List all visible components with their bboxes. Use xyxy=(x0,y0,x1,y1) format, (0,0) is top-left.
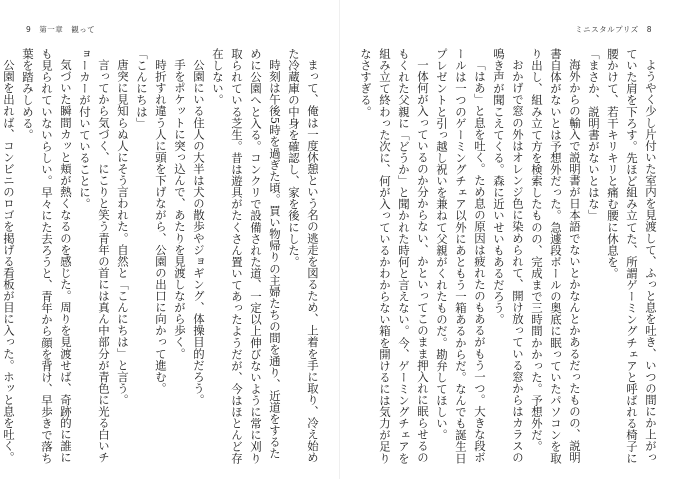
paragraph: 言ってから気づく、にこりと笑う青年の首には真ん中部分が青色に光る白いチョーカーが付いていることに。 xyxy=(78,48,111,464)
paragraph: ようやく少し片付いた室内を見渡して、ふっと息を吐き、いつの間にか上がっていた肩を下ろす。先ほど組み立てた、所謂ゲーミングチェアと呼ばれる椅子に腰かけて、若干キリキリと痛む腰に休息を。 xyxy=(606,48,658,464)
paragraph: 唐突に見知らぬ人にそう言われた。自然と「こんにちは」と言う。 xyxy=(116,59,130,406)
paragraph: 気づいた瞬間カッと頬が熱くなるのを感じた。周りを見渡せば、奇跡的に誰にも見られていないらしい。早々にた去ろうと、青年から顔を背け、早歩きで落ち葉を踏みしめる。 xyxy=(21,48,73,464)
paragraph: 海外からの輸入で説明書が日本語でないとかなんとかあるだったものの、説明書自体がないとは予想外だった。急遽段ボールの奥底に眠っていたパソコンを取り出し、組み立て方を検索したものの、完成まで三時間かかった。予想外だ。 xyxy=(530,48,582,464)
paragraph: 時折すれ違う人に頭を下げながら、公園の出口に向かって進む。 xyxy=(154,59,168,395)
paragraph: おかげで窓の外はオレンジ色に染められて、開け放っている窓からはカラスの鳴き声が聞こえてくる。森に近いせいもあるだろう。 xyxy=(492,48,525,464)
right-running-head: ミニスタルプリズ 8 xyxy=(575,25,652,34)
left-page-body xyxy=(0,48,322,464)
paragraph: まって、俺は一度休憩という名の逃走を図るため、上着を手に取り、冷え始めた冷蔵庫の中身を確認し、家を後にした。 xyxy=(287,48,320,464)
right-page xyxy=(340,0,680,479)
right-page-body xyxy=(356,48,660,464)
dialogue-line: 「こんにちは」 xyxy=(135,48,149,129)
dialogue-line: 「まさか、説明書がないとはな」 xyxy=(587,48,601,222)
paragraph: 公園にいる住人の大半は犬の散歩やジョギング、体操目的だろう。 xyxy=(192,59,206,406)
paragraph: 「はあ」と息を吐く。ため息の原因は疲れたのもあるがもう一つ。大きな段ボールは一つのゲーミングチェア以外にあともう一箱あるからだ。なんでも誕生日プレゼントと引っ越し祝いを兼ねて父親がくれたものだ。勘弁してほしい。 xyxy=(435,48,487,464)
left-running-head: 9 第一章 観って xyxy=(26,25,96,34)
paragraph: 時刻は午後5時を過ぎた頃。買い物帰りの主婦たちの間を通り、近道をするために公園へと入る。コンクリで設備された道、一定以上伸びないように常に刈り取られている芝生。昔は遊具がたくさん置いてあったようだが、今はほとんど存在しない。 xyxy=(211,48,282,464)
paragraph: 公園を出れば、コンビニのロゴを掲げる看板が目に入った。ホッと息を吐く。 xyxy=(2,59,16,464)
paragraph: 手をポケットに突っ込んで、あたりを見渡しながら歩く。 xyxy=(173,59,187,360)
paragraph: 一体何が入っているのか分からない、かといってこのまま押入れに眠らせるのもくれた父親に「どうか」と聞かれた時何と言えない。今、ゲーミングチェアを組み立て終わった次に、何が入っているかわからない箱を開けるには気力が足りなさすぎる。 xyxy=(359,48,430,464)
